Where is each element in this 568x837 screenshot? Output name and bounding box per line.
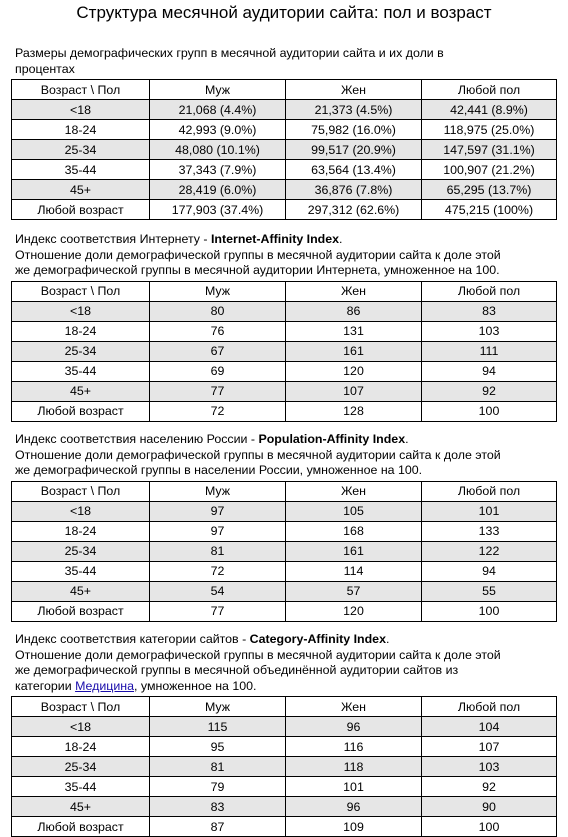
table-cell: 120: [286, 601, 422, 621]
table-total-row: [12, 401, 557, 421]
table-cell: 65,295 (13.7%): [422, 180, 557, 200]
table-row: [12, 361, 557, 381]
description-line: Отношение доли демографической группы в месячной аудитории сайта к доле этой: [15, 247, 501, 262]
table-cell: 77: [150, 381, 286, 401]
table-cell: 36,876 (7.8%): [286, 180, 422, 200]
table-row: [12, 797, 557, 817]
table-cell: 115: [150, 717, 286, 737]
table-cell: 86: [286, 301, 422, 321]
description-line: процентах: [15, 61, 75, 76]
table-cell: 94: [422, 361, 557, 381]
description-text: .: [339, 232, 343, 246]
table-cell: 95: [150, 737, 286, 757]
table-cell: 101: [286, 777, 422, 797]
table-cell: 63,564 (13.4%): [286, 160, 422, 180]
row-label: 18-24: [12, 737, 150, 757]
column-header: Любой пол: [422, 481, 557, 501]
table-cell: 72: [150, 401, 286, 421]
section-description: [15, 632, 556, 694]
column-header: Жен: [286, 281, 422, 301]
table-cell: 168: [286, 521, 422, 541]
table-cell: 76: [150, 321, 286, 341]
column-header: Жен: [286, 80, 422, 100]
section-population-affinity: [11, 432, 556, 622]
table-cell: 83: [422, 301, 557, 321]
table-cell: 55: [422, 581, 557, 601]
table-header-row: [12, 80, 557, 100]
table-cell: 105: [286, 501, 422, 521]
table-cell: 96: [286, 797, 422, 817]
table-cell: 103: [422, 321, 557, 341]
table-cell: 21,068 (4.4%): [150, 100, 286, 120]
table-row: [12, 140, 557, 160]
table-row: [12, 180, 557, 200]
description-line: Отношение доли демографической группы в месячной аудитории сайта к доле этой: [15, 647, 501, 662]
table-cell: 77: [150, 601, 286, 621]
table-cell: 92: [422, 777, 557, 797]
row-label: 25-34: [12, 757, 150, 777]
column-header: Возраст \ Пол: [12, 697, 150, 717]
index-name: Population-Affinity Index: [258, 432, 406, 446]
description-line: [15, 432, 556, 448]
row-label: 18-24: [12, 521, 150, 541]
section-description: [15, 46, 556, 77]
table-cell: 37,343 (7.9%): [150, 160, 286, 180]
table-cell: 107: [286, 381, 422, 401]
table-cell: 118: [286, 757, 422, 777]
column-header: Муж: [150, 481, 286, 501]
table-cell: 97: [150, 501, 286, 521]
table-cell: 111: [422, 341, 557, 361]
row-label: 45+: [12, 581, 150, 601]
table-cell: 116: [286, 737, 422, 757]
table-row: [12, 321, 557, 341]
table-cell: 297,312 (62.6%): [286, 200, 422, 220]
table-cell: 54: [150, 581, 286, 601]
table-cell: 21,373 (4.5%): [286, 100, 422, 120]
row-label: 18-24: [12, 120, 150, 140]
section-internet-affinity: [11, 232, 556, 422]
column-header: Возраст \ Пол: [12, 80, 150, 100]
table-cell: 109: [286, 817, 422, 837]
table-cell: 72: [150, 561, 286, 581]
row-label: 45+: [12, 797, 150, 817]
row-label: 35-44: [12, 561, 150, 581]
table-row: [12, 120, 557, 140]
row-label: 35-44: [12, 160, 150, 180]
row-label: 25-34: [12, 140, 150, 160]
table-row: [12, 757, 557, 777]
table-cell: 161: [286, 541, 422, 561]
section-description: [15, 232, 556, 279]
table-cell: 96: [286, 717, 422, 737]
table-cell: 107: [422, 737, 557, 757]
column-header: Муж: [150, 281, 286, 301]
table-cell: 83: [150, 797, 286, 817]
description-text: .: [385, 632, 390, 646]
table-row: [12, 541, 557, 561]
index-name: Category-Affinity Index: [249, 632, 386, 646]
column-header: Любой пол: [422, 697, 557, 717]
column-header: Муж: [150, 697, 286, 717]
description-text: , умноженное на 100.: [134, 678, 257, 693]
table-cell: 80: [150, 301, 286, 321]
table-row: [12, 501, 557, 521]
table-row: [12, 521, 557, 541]
table-cell: 122: [422, 541, 557, 561]
row-label: 45+: [12, 381, 150, 401]
description-text: Индекс соответствия Интернету -: [15, 232, 211, 246]
description-text: Индекс соответствия категории сайтов -: [15, 632, 250, 646]
description-line: Отношение доли демографической группы в месячной аудитории сайта к доле этой: [15, 447, 501, 462]
column-header: Возраст \ Пол: [12, 481, 150, 501]
table-cell: 75,982 (16.0%): [286, 120, 422, 140]
table-cell: 100: [422, 817, 557, 837]
row-label: <18: [12, 717, 150, 737]
table-row: [12, 381, 557, 401]
description-text: .: [405, 432, 409, 446]
page-title: Структура месячной аудитории сайта: пол и возраст: [76, 3, 492, 22]
row-label: 25-34: [12, 541, 150, 561]
table-cell: 100: [422, 601, 557, 621]
table-cell: 99,517 (20.9%): [286, 140, 422, 160]
table-cell: 48,080 (10.1%): [150, 140, 286, 160]
table-cell: 79: [150, 777, 286, 797]
internet-affinity-table: [11, 281, 557, 422]
row-label: <18: [12, 301, 150, 321]
table-row: [12, 100, 557, 120]
table-row: [12, 581, 557, 601]
row-label: Любой возраст: [12, 601, 150, 621]
table-cell: 120: [286, 361, 422, 381]
population-affinity-table: [11, 481, 557, 622]
table-cell: 133: [422, 521, 557, 541]
table-cell: 103: [422, 757, 557, 777]
description-line: Размеры демографических групп в месячной аудитории сайта и их доли в: [15, 46, 444, 60]
row-label: <18: [12, 501, 150, 521]
description-line: [15, 679, 556, 695]
description-line: же демографической группы в месячной аудитории Интернета, умноженное на 100.: [15, 263, 500, 277]
table-cell: 118,975 (25.0%): [422, 120, 557, 140]
column-header: Жен: [286, 481, 422, 501]
table-row: [12, 301, 557, 321]
table-cell: 161: [286, 341, 422, 361]
row-label: 35-44: [12, 361, 150, 381]
table-cell: 100: [422, 401, 557, 421]
table-cell: 94: [422, 561, 557, 581]
section-description: [15, 432, 556, 479]
category-link[interactable]: Медицина: [75, 678, 135, 693]
column-header: Любой пол: [422, 281, 557, 301]
column-header: Любой пол: [422, 80, 557, 100]
table-row: [12, 717, 557, 737]
description-text: Индекс соответствия населению России -: [15, 432, 259, 446]
table-cell: 90: [422, 797, 557, 817]
table-cell: 128: [286, 401, 422, 421]
table-cell: 147,597 (31.1%): [422, 140, 557, 160]
table-header-row: [12, 697, 557, 717]
table-header-row: [12, 481, 557, 501]
table-cell: 131: [286, 321, 422, 341]
index-name: Internet-Affinity Index: [210, 232, 340, 246]
table-row: [12, 737, 557, 757]
table-row: [12, 777, 557, 797]
description-text: категории: [15, 678, 76, 693]
table-cell: 97: [150, 521, 286, 541]
column-header: Жен: [286, 697, 422, 717]
table-cell: 28,419 (6.0%): [150, 180, 286, 200]
row-label: 35-44: [12, 777, 150, 797]
table-total-row: [12, 601, 557, 621]
table-cell: 92: [422, 381, 557, 401]
column-header: Муж: [150, 80, 286, 100]
table-cell: 69: [150, 361, 286, 381]
description-line: [15, 232, 556, 248]
row-label: Любой возраст: [12, 817, 150, 837]
audience-size-table: [11, 79, 557, 220]
description-line: [15, 632, 556, 648]
description-line: же демографической группы в месячной объединённой аудитории сайтов из: [15, 663, 459, 677]
table-total-row: [12, 817, 557, 837]
description-line: же демографической группы в населении России, умноженное на 100.: [15, 463, 423, 477]
table-cell: 87: [150, 817, 286, 837]
row-label: Любой возраст: [12, 401, 150, 421]
table-cell: 104: [422, 717, 557, 737]
category-affinity-table: [11, 696, 557, 837]
table-row: [12, 561, 557, 581]
table-cell: 177,903 (37.4%): [150, 200, 286, 220]
table-cell: 42,993 (9.0%): [150, 120, 286, 140]
table-total-row: [12, 200, 557, 220]
row-label: 18-24: [12, 321, 150, 341]
table-header-row: [12, 281, 557, 301]
row-label: Любой возраст: [12, 200, 150, 220]
table-cell: 57: [286, 581, 422, 601]
column-header: Возраст \ Пол: [12, 281, 150, 301]
table-cell: 81: [150, 541, 286, 561]
section-audience-size: [11, 46, 556, 220]
row-label: 45+: [12, 180, 150, 200]
row-label: 25-34: [12, 341, 150, 361]
table-cell: 101: [422, 501, 557, 521]
table-cell: 42,441 (8.9%): [422, 100, 557, 120]
table-cell: 114: [286, 561, 422, 581]
table-cell: 67: [150, 341, 286, 361]
section-category-affinity: [11, 632, 556, 837]
table-cell: 100,907 (21.2%): [422, 160, 557, 180]
table-cell: 81: [150, 757, 286, 777]
table-row: [12, 341, 557, 361]
table-row: [12, 160, 557, 180]
row-label: <18: [12, 100, 150, 120]
table-cell: 475,215 (100%): [422, 200, 557, 220]
